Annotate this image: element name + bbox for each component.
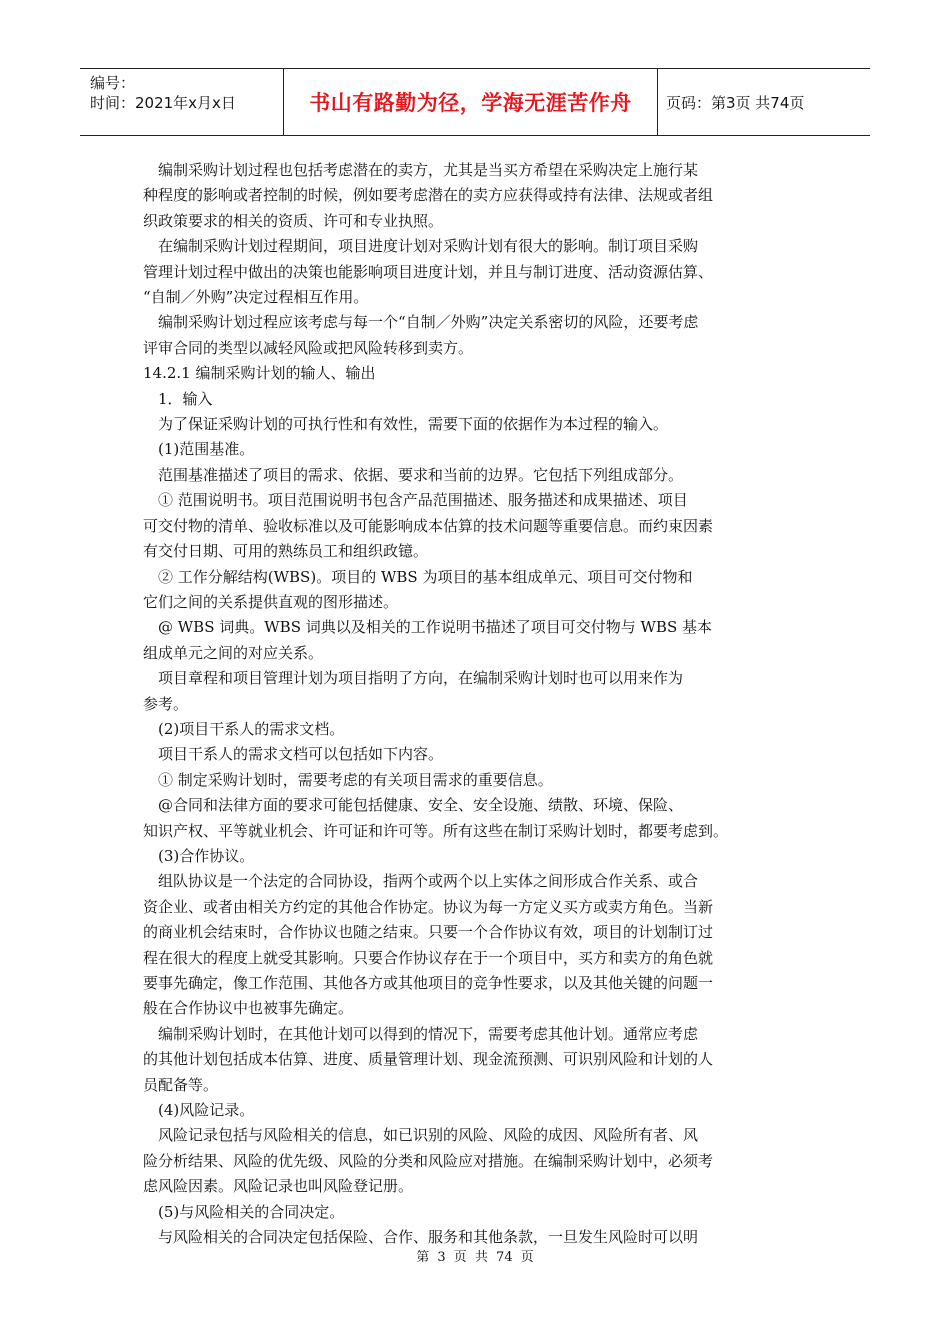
body-line: (5)与风险相关的合同决定。 [158,1202,345,1221]
body-line: 在编制采购计划过程期间，项目进度计划对采购计划有很大的影响。制订项目采购 [158,237,699,256]
body-line: 1．输入 [158,389,213,408]
body-line: 的商业机会结束时，合作协议也随之结束。只要一个合作协议有效，项目的计划制订过 [143,923,714,942]
header-meta-cell [80,69,284,135]
header-page-info: 页码：第3页 共74页 [666,93,805,112]
body-line: 编制采购计划过程也包括考虑潜在的卖方，尤其是当买方希望在采购决定上施行某 [158,161,699,179]
body-line: “自制／外购”决定过程相互作用。 [143,288,369,307]
body-line: 参考。 [143,694,189,713]
body-line: 程在很大的程度上就受其影响。只要合作协议存在于一个项目中，买方和卖方的角色就 [143,948,714,967]
body-line: 与风险相关的合同决定包括保险、合作、服务和其他条款，一旦发生风险时可以明 [158,1228,699,1247]
header-motto: 书山有路勤为径，学海无涯苦作舟 [309,91,632,115]
body-line: 编制采购计划过程应该考虑与每一个“自制／外购”决定关系密切的风险，还要考虑 [158,313,699,332]
body-line: 虑风险因素。风险记录也叫风险登记册。 [143,1177,414,1196]
body-line: 资企业、或者由相关方约定的其他合作协定。协议为每一方定义买方或卖方角色。当新 [143,897,714,916]
body-line: (3)合作协议。 [158,846,255,865]
body-line: 项目干系人的需求文档可以包括如下内容。 [158,745,444,764]
document-date: 时间：2021年x月x日 [90,94,236,112]
body-line: 项目章程和项目管理计划为项目指明了方向，在编制采购计划时也可以用来作为 [158,669,684,688]
body-line: 种程度的影响或者控制的时候，例如要考虑潜在的卖方应获得或持有法律、法规或者组 [143,186,714,205]
body-line: 般在合作协议中也被事先确定。 [143,999,354,1018]
document-header [80,68,870,136]
body-line: @ WBS 词典。WBS 词典以及相关的工作说明书描述了项目可交付物与 WBS 基本 [158,618,712,637]
body-line: 可交付物的清单、验收标准以及可能影响成本估算的技术问题等重要信息。而约束因素 [143,516,714,535]
body-line: 员配备等。 [143,1075,219,1094]
document-number-label: 编号： [90,74,136,92]
body-line: 为了保证采购计划的可执行性和有效性，需要下面的依据作为本过程的输入。 [158,415,669,434]
body-line: 编制采购计划时，在其他计划可以得到的情况下，需要考虑其他计划。通常应考虑 [158,1024,699,1043]
body-line: 要事先确定，像工作范围、其他各方或其他项目的竞争性要求，以及其他关键的问题一 [143,974,714,992]
body-line: 织政策要求的相关的资质、许可和专业执照。 [143,211,444,230]
body-line: 范围基准描述了项目的需求、依据、要求和当前的边界。它包括下列组成部分。 [158,465,684,484]
body-line: 它们之间的关系提供直观的图形描述。 [143,592,399,611]
body-line: 险分析结果、风险的优先级、风险的分类和风险应对措施。在编制采购计划中，必须考 [143,1151,714,1170]
body-line: 组成单元之间的对应关系。 [143,643,324,662]
body-line: 有交付日期、可用的熟练员工和组织政镱。 [143,542,429,561]
body-line: 组队协议是一个法定的合同协设，指两个或两个以上实体之间形成合作关系、或合 [158,872,699,891]
body-line: ① 制定采购计划时，需要考虑的有关项目需求的重要信息。 [158,770,553,789]
body-line: ① 范围说明书。项目范围说明书包含产品范围描述、服务描述和成果描述、项目 [158,491,688,510]
page-footer: 第 3 页 共 74 页 [416,1250,534,1265]
header-motto-cell [284,69,658,135]
body-line: 14.2.1 编制采购计划的输人、输出 [143,364,376,383]
body-line: @合同和法律方面的要求可能包括健康、安全、安全设施、绩散、环境、保险、 [158,796,684,815]
body-line: 知识产权、平等就业机会、许可证和许可等。所有这些在制订采购计划时，都要考虑到。 [143,821,729,840]
body-line: 的其他计划包括成本估算、进度、质量管理计划、现金流预测、可识别风险和计划的人 [143,1050,714,1069]
body-line: (2)项目干系人的需求文档。 [158,719,345,738]
body-line: 评审合同的类型以减轻风险或把风险转移到卖方。 [143,338,474,357]
body-line: 管理计划过程中做出的决策也能影响项目进度计划，并且与制订进度、活动资源估算、 [143,262,714,281]
body-line: (4)风险记录。 [158,1101,255,1120]
document-body [143,158,803,1250]
body-line: ② 工作分解结构(WBS)。项目的 WBS 为项目的基本组成单元、项目可交付物和 [158,567,693,586]
body-line: (1)范围基准。 [158,440,255,459]
body-line: 风险记录包括与风险相关的信息，如已识别的风险、风险的成因、风险所有者、风 [158,1126,699,1145]
header-page-cell [658,69,870,135]
